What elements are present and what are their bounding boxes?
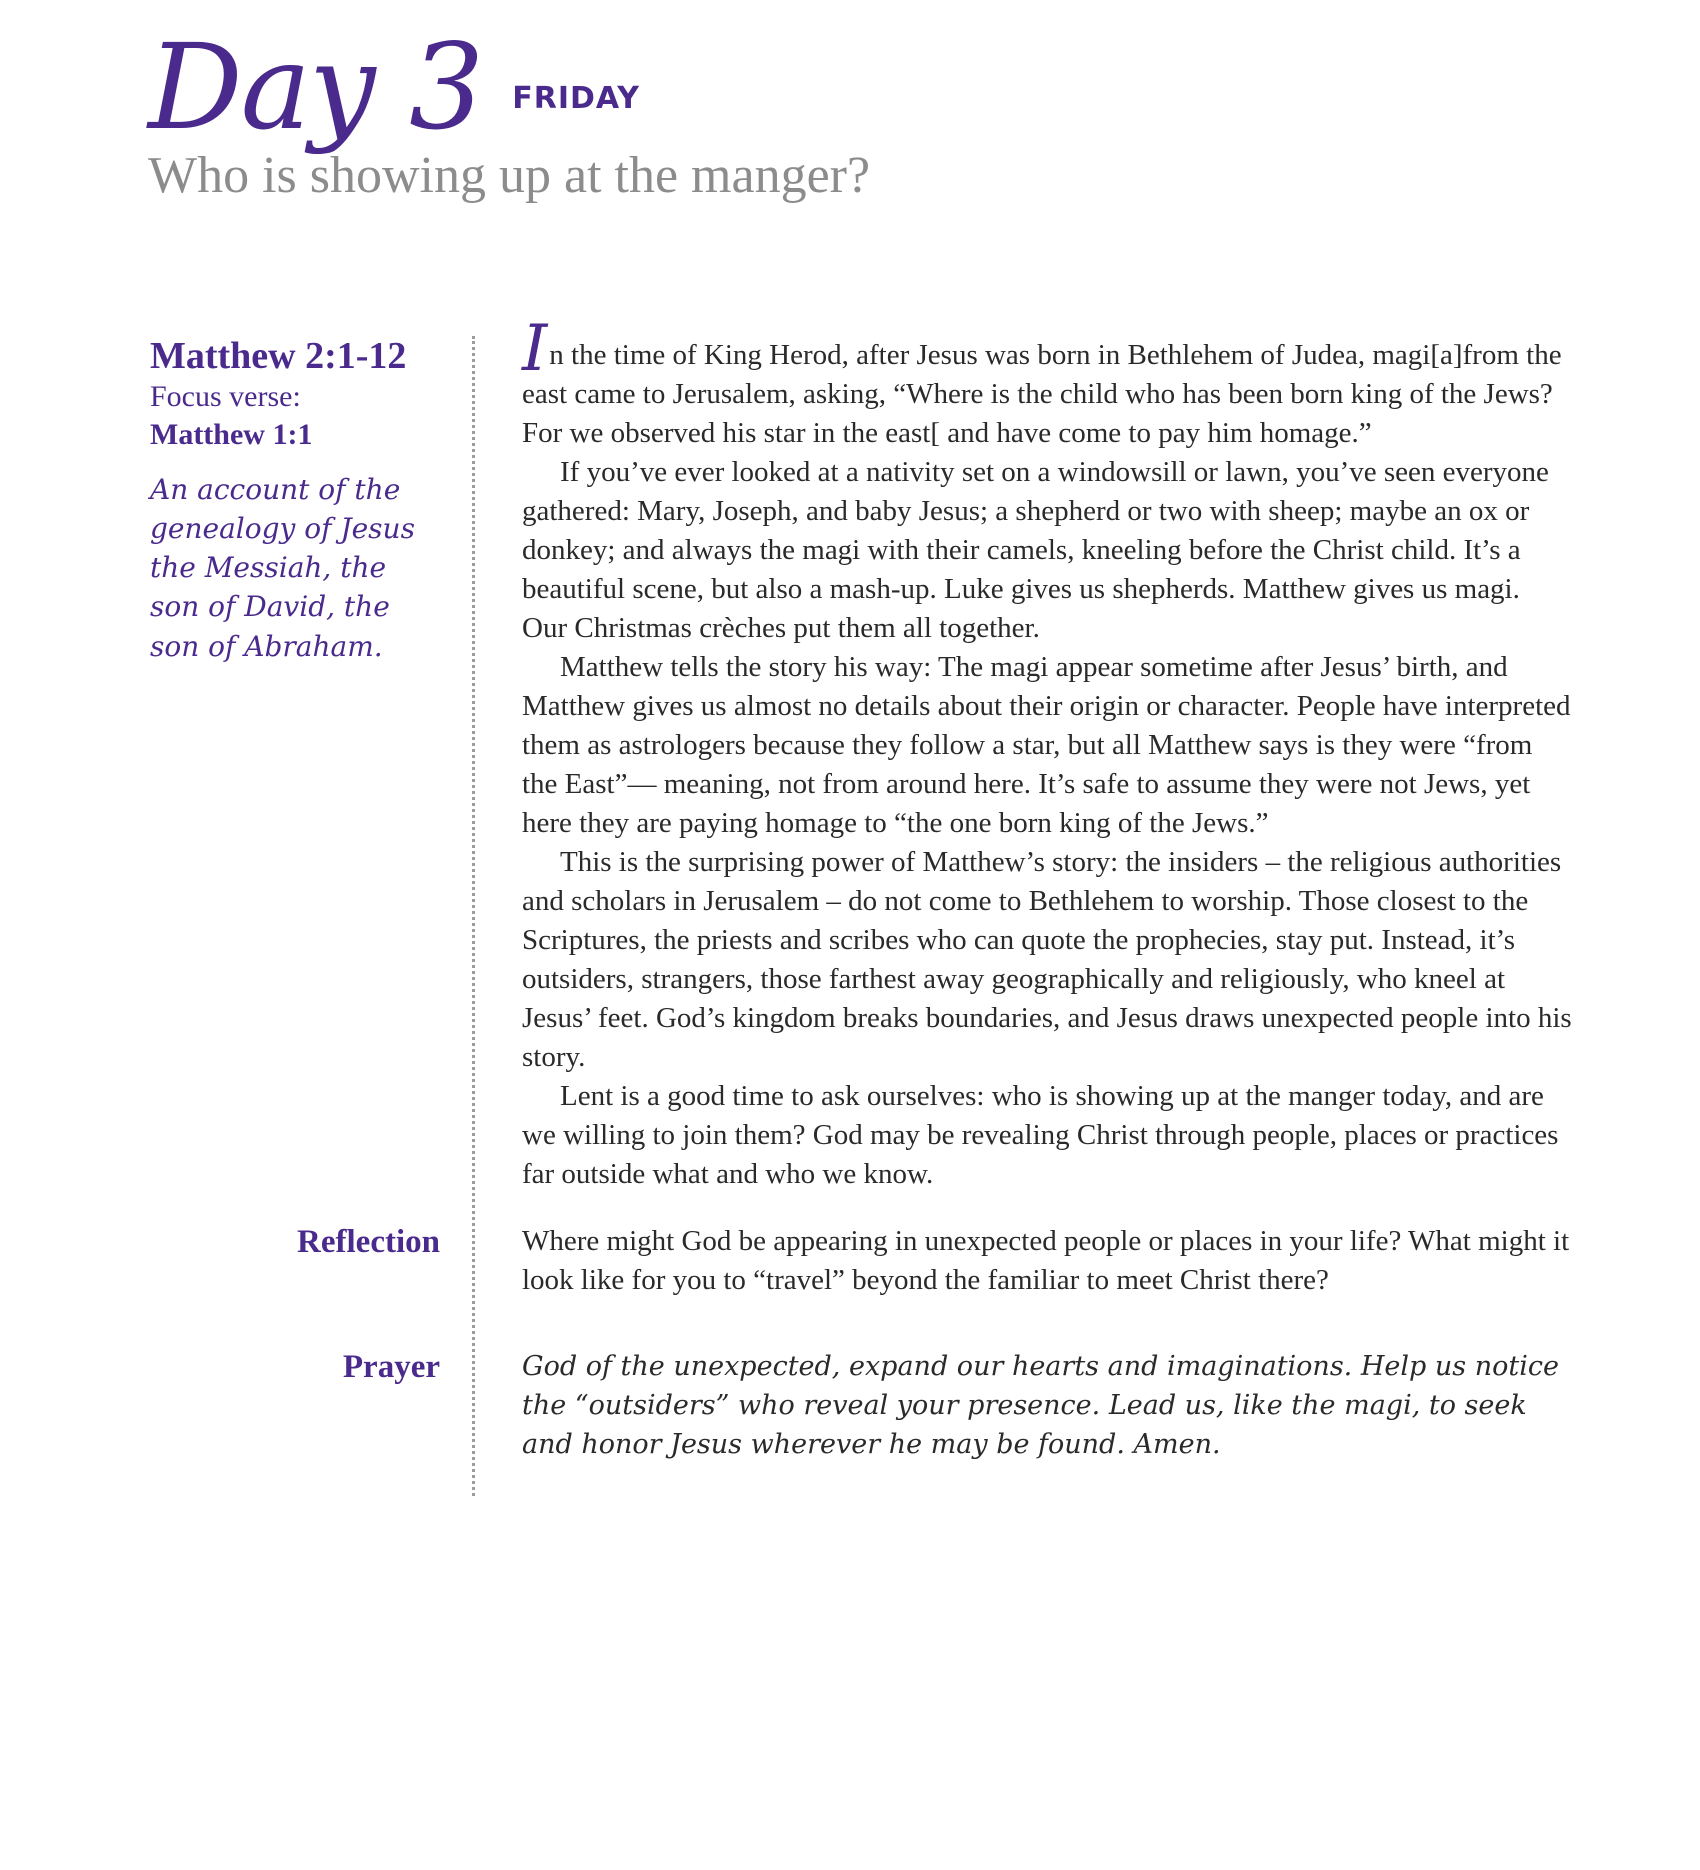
focus-verse-reference: Matthew 1:1 xyxy=(150,417,313,451)
focus-verse-label: Focus verse: xyxy=(150,379,301,413)
day-line xyxy=(148,18,870,156)
focus-verse-text: An account of the genealogy of Jesus the Messiah, the son of David, the son of Abraham. xyxy=(150,472,415,663)
sidebar xyxy=(150,336,440,666)
dotted-divider xyxy=(472,336,475,1496)
prayer-label: Prayer xyxy=(342,1349,440,1385)
weekday-label: FRIDAY xyxy=(512,81,640,116)
drop-cap: I xyxy=(522,312,548,386)
prayer-text: God of the unexpected, expand our hearts and imaginations. Help us notice the “outsiders” who reveal your presence. Lead us, like the magi, to seek and honor Jesus wherever he may be found. Amen. xyxy=(522,1351,1559,1460)
body-paragraph: If you’ve ever looked at a nativity set on a windowsill or lawn, you’ve seen everyone gathered: Mary, Joseph, and baby Jesus; a shepherd or two with sheep; maybe an ox or donkey; and always the magi with their camels, kneeling before the Christ child. It’s a beautiful scene, but also a mash-up. Luke gives us shepherds. Matthew gives us magi. Our Christmas crèches put them all together. xyxy=(522,456,1549,644)
day-number-heading: Day 3 xyxy=(148,18,483,156)
reflection-text: Where might God be appearing in unexpected people or places in your life? What might it look like for you to “travel” beyond the familiar to meet Christ there? xyxy=(522,1225,1570,1296)
page-header xyxy=(148,18,871,205)
reflection-label: Reflection xyxy=(297,1224,440,1260)
scripture-passage: Matthew 2:1-12 xyxy=(150,335,407,377)
body-paragraph: Matthew tells the story his way: The magi appear sometime after Jesus’ birth, and Matthew gives us almost no details about their origin or character. People have interpreted them as astrologers because they follow a star, but all Matthew says is they were “from the East”— meaning, not from around here. It’s safe to assume they were not Jews, yet here they are paying homage to “the one born king of the Jews.” xyxy=(522,651,1571,839)
body-paragraph xyxy=(522,312,1572,453)
paragraph-text: n the time of King Herod, after Jesus was born in Bethlehem of Judea, magi[a]from the east came to Jerusalem, asking, “Where is the child who has been born king of the Jews? For we observed his star in the east[ and have come to pay him homage.” xyxy=(522,339,1562,449)
body-paragraph: Lent is a good time to ask ourselves: who is showing up at the manger today, and are we willing to join them? God may be revealing Christ through people, places or practices far outside what and who we know. xyxy=(522,1080,1559,1190)
devotional-body xyxy=(522,312,1572,1194)
page-title: Who is showing up at the manger? xyxy=(148,147,871,204)
body-paragraph: This is the surprising power of Matthew’s story: the insiders – the religious authorities and scholars in Jerusalem – do not come to Bethlehem to worship. Those closest to the Scriptures, the priests and scribes who can quote the prophecies, stay put. Instead, it’s outsiders, strangers, those farthest away geographically and religiously, who kneel at Jesus’ feet. God’s kingdom breaks boundaries, and Jesus draws unexpected people into his story. xyxy=(522,846,1572,1073)
